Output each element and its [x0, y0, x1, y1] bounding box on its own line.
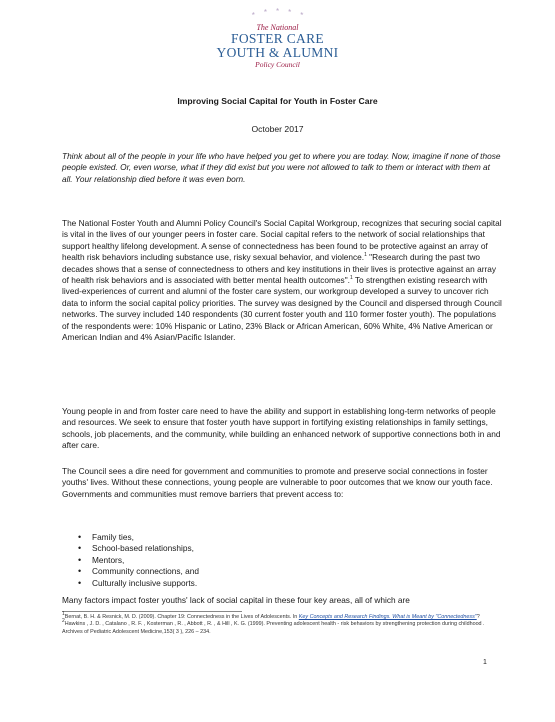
footnote-divider [62, 611, 242, 612]
workgroup-text-c: To strengthen existing research with lived-experiences of current and alumni of the foster care system, our workgroup developed a survey to uncover rich data to inform the social capital policy priorities. The survey was designed by the Council and dispersed through Council networks. The survey included 140 respondents (30 current foster youth and 110 former foster youth). The populations of the respondents were: 10% Hispanic or Latino, 23% Black or African American, 60% White, 4% Native American or American Indian and 4% Asian/Pacific Islander. [62, 275, 502, 343]
footnote-ref: 1 [349, 275, 353, 282]
footnotes [62, 611, 502, 636]
footnote-ref: 1 [364, 252, 367, 259]
list-item: • Community connections, and [78, 566, 199, 577]
workgroup-text-a: The National Foster Youth and Alumni Policy Council's Social Capital Workgroup, recognizes that securing social capital is vital in the lives of our younger peers in foster care. Social capital refers to the network of social relationships that support healthy lifelong development. A sense of connectedness has been found to be protective against an array of health risk behaviors including substance use, risky sexual behavior, and violence. [62, 218, 502, 263]
footnote-1-link[interactable]: Key Concepts and Research Findings. What is Meant by "Connectedness" [298, 614, 477, 620]
star-icon: * [263, 8, 267, 17]
intro-paragraph: Think about all of the people in your life who have helped you get to where you are today. Now, imagine if none of those people existed. Or, even worse, what if they did exist but you were not allowed to talk to them or interact with them at all. Your relationship died before it was even born. [62, 151, 501, 184]
logo-stars [0, 8, 555, 22]
footnote-1-end: ? [476, 614, 480, 620]
logo-the-national: The National [256, 23, 299, 32]
logo-foster-care: FOSTER CARE [231, 31, 324, 46]
star-icon: * [288, 8, 292, 17]
list-item: • School-based relationships, [78, 543, 199, 554]
document-title: Improving Social Capital for Youth in Foster Care [177, 96, 378, 106]
logo-policy-council: Policy Council [255, 60, 300, 69]
star-icon: * [300, 11, 304, 20]
list-item: • Mentors, [78, 555, 199, 566]
page-number: 1 [483, 659, 487, 666]
council-need-paragraph: The Council sees a dire need for government and communities to promote and preserve social connections in foster youths' lives. Without these connections, young people are vulnerable to poor outcomes that we know our youth face. Governments and communities must remove barriers that prevent access to: [62, 466, 493, 499]
footnote-2 [62, 618, 502, 636]
star-icon: * [275, 7, 280, 16]
workgroup-paragraph [62, 218, 502, 343]
footnote-marker: 2 [62, 618, 65, 625]
footnote-marker: 1 [62, 611, 65, 618]
logo-youth-alumni: YOUTH & ALUMNI [216, 45, 339, 60]
footnote-1-text: Bernat, B. H. & Resnick, M. D. (2009). Chapter 19: Connectedness in the Lives of Adolescents. In [64, 614, 299, 620]
star-icon: * [251, 11, 255, 20]
workgroup-text-b: "Research during the past two decades shows that a sense of connectedness to others and key institutions in their lives is protective against an array of health risk behaviors and is associated with better mental health outcomes". [62, 252, 496, 286]
council-logo [0, 8, 555, 70]
barriers-list [78, 532, 199, 589]
factors-paragraph: Many factors impact foster youths' lack of social capital in these four key areas, all of which are [62, 595, 410, 605]
list-item: • Family ties, [78, 532, 199, 543]
document-date: October 2017 [251, 124, 304, 134]
footnote-2-text: Hawkins , J. D. , Catalano , R. F. , Kosterman , R. , Abbott , R. , & Hill , K. G. (1999). Preventing adolescent health - risk behaviors by strengthening protection during childhood . Archives of Pediatric Adolescent Medicine,153( 3 ), 226 – 234. [62, 621, 485, 635]
list-item: • Culturally inclusive supports. [78, 578, 199, 589]
networks-paragraph: Young people in and from foster care need to have the ability and support in establishing long-term networks of people and resources. We seek to ensure that foster youth have support in fortifying existing relationships in family settings, schools, job placements, and the community, while building an enhanced network of supportive connections both in and after care. [62, 406, 501, 451]
